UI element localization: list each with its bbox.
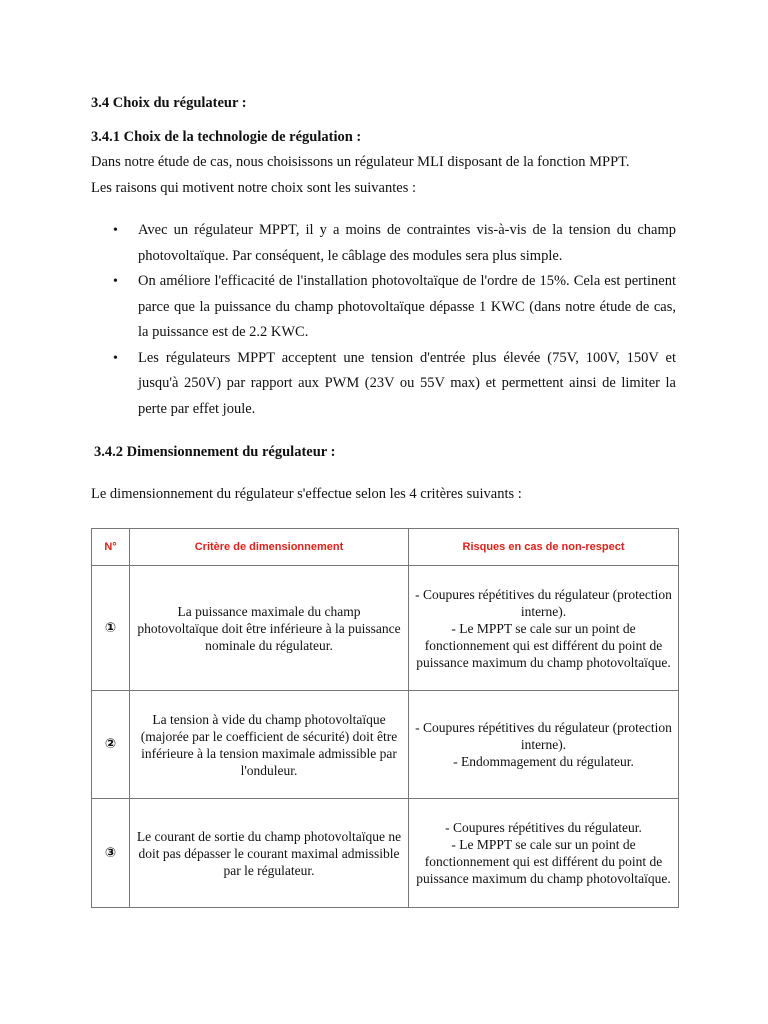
bullet-icon: • — [113, 350, 118, 366]
table-row — [92, 566, 679, 691]
bullet-icon: • — [113, 223, 118, 238]
table-header-row — [92, 529, 679, 566]
criterion-cell: La tension à vide du champ photovoltaïque (majorée par le coefficient de sécurité) doit être inférieure à la tension maximale admissible par l'onduleur. — [130, 691, 409, 799]
risk-line: - Coupures répétitives du régulateur (protection interne). — [415, 586, 672, 619]
risks-cell — [409, 691, 679, 799]
list-item-text: Avec un régulateur MPPT, il y a moins de contraintes vis-à-vis de la tension du champ photovoltaïque. Par conséquent, le câblage des modules sera plus simple. — [138, 222, 676, 264]
section-3-4-1-heading: 3.4.1 Choix de la technologie de régulation : — [91, 129, 362, 145]
criterion-cell: La puissance maximale du champ photovoltaïque doit être inférieure à la puissance nominale du régulateur. — [130, 566, 409, 691]
section-3-4-heading: 3.4 Choix du régulateur : — [91, 95, 247, 111]
risks-cell — [409, 566, 679, 691]
table-row — [92, 691, 679, 799]
risk-line: - Endommagement du régulateur. — [453, 754, 634, 769]
list-item — [113, 269, 676, 346]
list-item-text: On améliore l'efficacité de l'installation photovoltaïque de l'ordre de 15%. Cela est pertinent parce que la puissance du champ photovoltaïque dépasse 1 KWC (dans notre étude de cas, la puissance est de 2.2 KWC. — [138, 273, 676, 340]
bullet-icon: • — [113, 274, 118, 289]
intro-line-1: Dans notre étude de cas, nous choisissons un régulateur MLI disposant de la fonction MPPT. — [91, 154, 630, 170]
row-number: ② — [92, 691, 130, 799]
sizing-intro: Le dimensionnement du régulateur s'effectue selon les 4 critères suivants : — [91, 486, 522, 502]
criteria-table — [91, 528, 679, 908]
table-row — [92, 799, 679, 908]
header-risks: Risques en cas de non-respect — [409, 529, 679, 566]
risk-line: - Le MPPT se cale sur un point de fonctionnement qui est différent du point de puissance maximum du champ photovoltaïque. — [416, 620, 671, 670]
risk-line: - Coupures répétitives du régulateur (protection interne). — [415, 720, 672, 752]
risks-cell — [409, 799, 679, 908]
list-item — [113, 346, 676, 423]
row-number: ③ — [92, 799, 130, 908]
criterion-cell: Le courant de sortie du champ photovoltaïque ne doit pas dépasser le courant maximal admissible par le régulateur. — [130, 799, 409, 908]
risk-line: - Coupures répétitives du régulateur. — [445, 820, 642, 835]
header-number: N° — [92, 529, 130, 566]
row-number: ① — [92, 566, 130, 691]
intro-line-2: Les raisons qui motivent notre choix sont les suivantes : — [91, 180, 416, 196]
list-item-text: Les régulateurs MPPT acceptent une tension d'entrée plus élevée (75V, 100V, 150V et jusqu'à 250V) par rapport aux PWM (23V ou 55V max) et permettent ainsi de limiter la perte par effet joule. — [138, 349, 676, 417]
risk-line: - Le MPPT se cale sur un point de fonctionnement qui est différent du point de puissance maximum du champ photovoltaïque. — [416, 837, 671, 886]
list-item — [113, 218, 676, 269]
section-3-4-2-heading: 3.4.2 Dimensionnement du régulateur : — [94, 444, 336, 460]
reasons-list — [113, 218, 676, 422]
header-criterion: Critère de dimensionnement — [130, 529, 409, 566]
